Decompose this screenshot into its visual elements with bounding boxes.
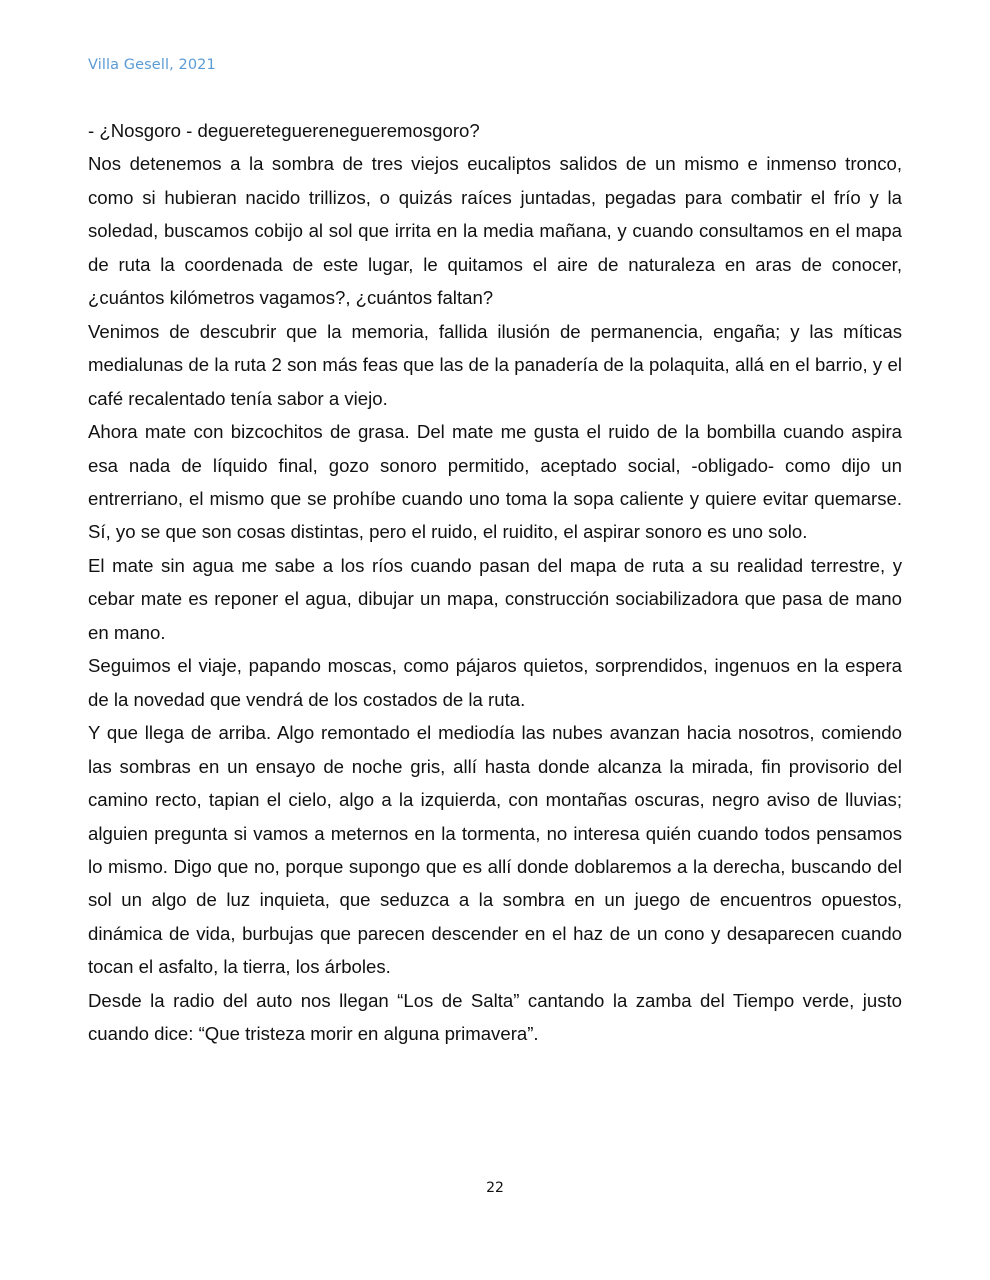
page-number: 22 [486, 1180, 504, 1196]
paragraph: Y que llega de arriba. Algo remontado el mediodía las nubes avanzan hacia nosotros, comiendo las sombras en un ensayo de noche gris, allí hasta donde alcanza la mirada, fin provisorio del camino recto, tapian el cielo, algo a la izquierda, con montañas oscuras, negro aviso de lluvias; alguien pregunta si vamos a meternos en la tormenta, no interesa quién cuando todos pensamos lo mismo. Digo que no, porque supongo que es allí donde doblaremos a la derecha, buscando del sol un algo de luz inquieta, que seduzca a la sombra en un juego de encuentros opuestos, dinámica de vida, burbujas que parecen descender en el haz de un cono y desaparecen cuando tocan el asfalto, la tierra, los árboles. [88, 722, 902, 978]
paragraph: Seguimos el viaje, papando moscas, como pájaros quietos, sorprendidos, ingenuos en la espera de la novedad que vendrá de los costados de la ruta. [88, 655, 902, 710]
paragraph: Venimos de descubrir que la memoria, fallida ilusión de permanencia, engaña; y las míticas medialunas de la ruta 2 son más feas que las de la panadería de la polaquita, allá en el barrio, y el café recalentado tenía sabor a viejo. [88, 320, 902, 409]
page-header: Villa Gesell, 2021 [88, 57, 216, 73]
paragraph: El mate sin agua me sabe a los ríos cuando pasan del mapa de ruta a su realidad terrestre, y cebar mate es reponer el agua, dibujar un mapa, construcción sociabilizadora que pasa de mano en mano. [88, 554, 902, 643]
paragraph: Nos detenemos a la sombra de tres viejos eucaliptos salidos de un mismo e inmenso tronco, como si hubieran nacido trillizos, o quizás raíces juntadas, pegadas para combatir el frío y la soledad, buscamos cobijo al sol que irrita en la media mañana, y cuando consultamos en el mapa de ruta la coordenada de este lugar, le quitamos el aire de naturaleza en aras de conocer, ¿cuántos kilómetros vagamos?, ¿cuántos faltan? [88, 153, 902, 309]
paragraph: Ahora mate con bizcochitos de grasa. Del mate me gusta el ruido de la bombilla cuando aspira esa nada de líquido final, gozo sonoro permitido, aceptado social, -obligado- como dijo un entrerriano, el mismo que se prohíbe cuando uno toma la sopa caliente y quiere evitar quemarse. Sí, yo se que son cosas distintas, pero el ruido, el ruidito, el aspirar sonoro es uno solo. [88, 421, 902, 543]
body-text [88, 114, 902, 1051]
paragraph: - ¿Nosgoro - deguereteguerenegueremosgoro? [88, 120, 480, 141]
paragraph: Desde la radio del auto nos llegan “Los de Salta” cantando la zamba del Tiempo verde, justo cuando dice: “Que tristeza morir en alguna primavera”. [88, 989, 902, 1045]
